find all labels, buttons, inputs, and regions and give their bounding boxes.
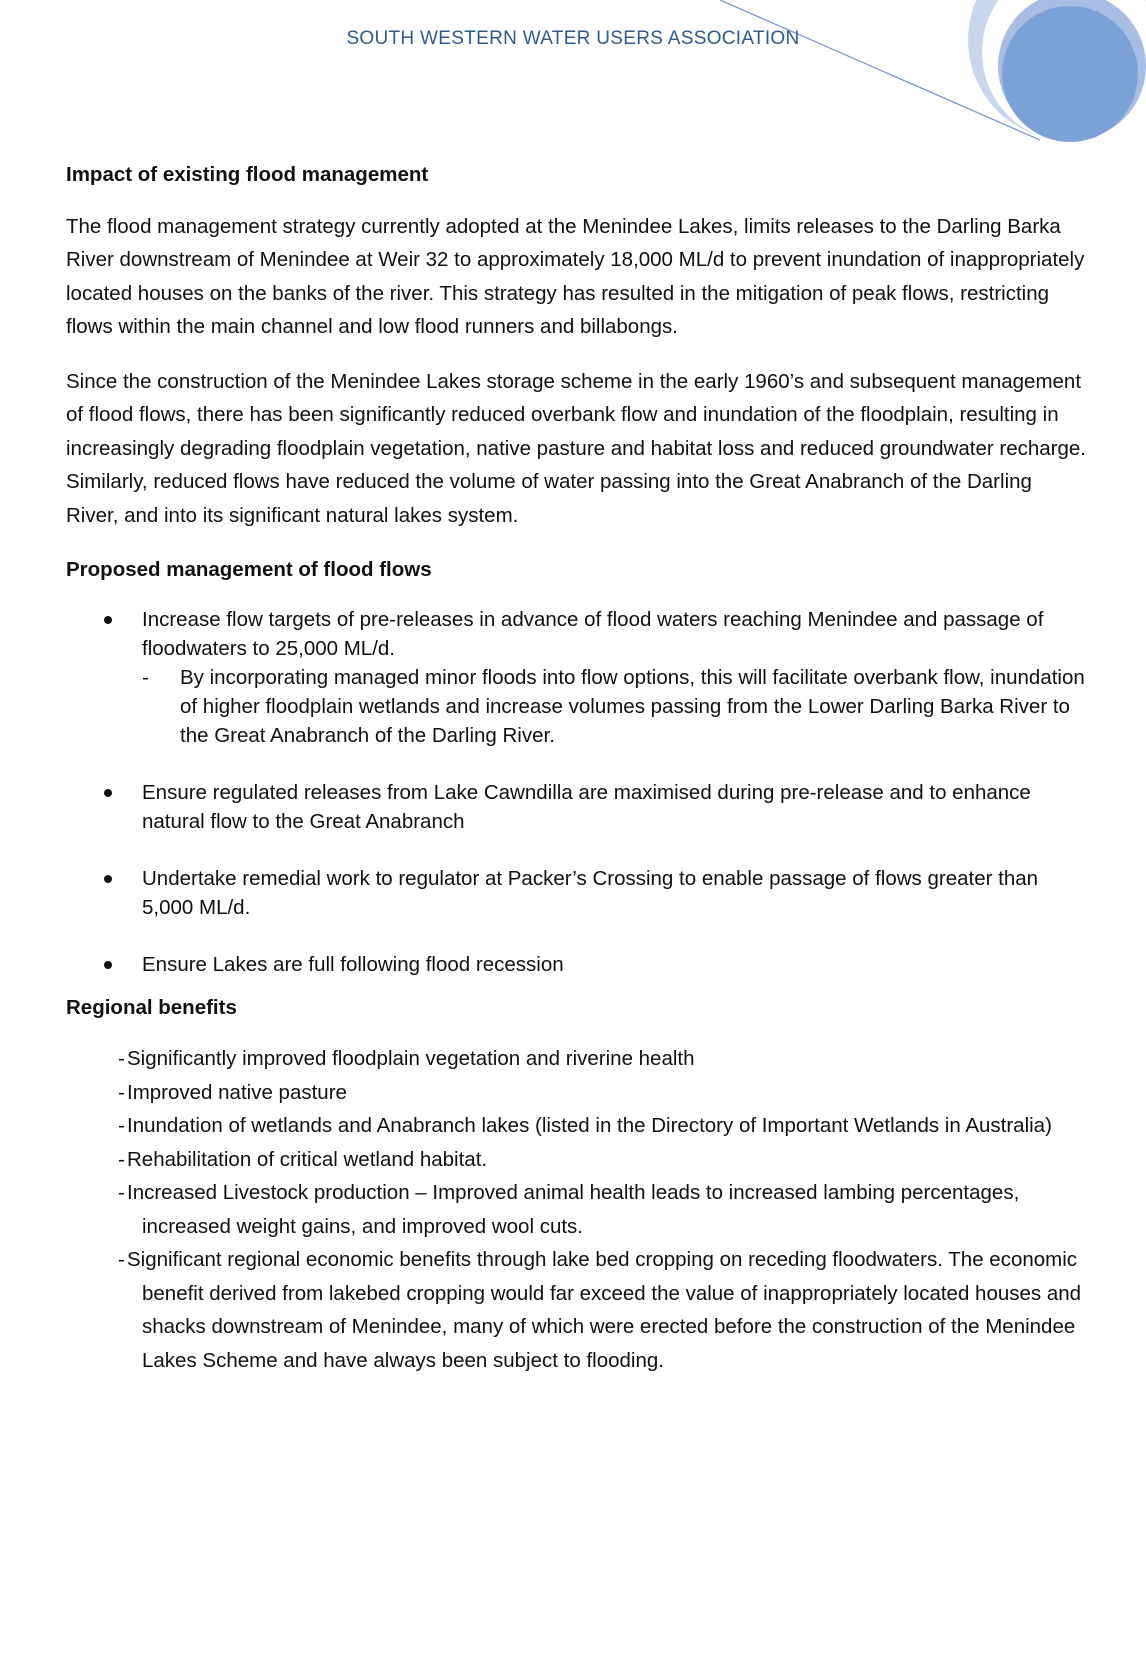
list-item-text: Rehabilitation of critical wetland habitat. — [127, 1147, 488, 1171]
benefits-list — [66, 1042, 1088, 1377]
header-disc — [1002, 6, 1138, 142]
list-item-text: Significant regional economic benefits through lake bed cropping on receding floodwaters. The economic benefit derived from lakebed cropping would far exceed the value of inappropriately located houses and shacks downstream of Menindee, many of which were erected before the construction of the Menindee Lakes Scheme and have always been subject to flooding. — [127, 1248, 1082, 1372]
list-item — [66, 950, 1088, 979]
section-heading-proposed: Proposed management of flood flows — [66, 558, 432, 581]
list-item-text: Ensure regulated releases from Lake Cawndilla are maximised during pre-release and to enhance natural flow to the Great Anabranch — [142, 780, 1031, 833]
list-item — [66, 1176, 1088, 1243]
document-body — [66, 158, 1088, 1377]
dash-icon: - — [142, 665, 149, 689]
dash-icon: - — [118, 1114, 125, 1137]
list-item — [66, 605, 1088, 750]
proposed-list — [66, 605, 1088, 979]
header-decoration — [0, 0, 1146, 160]
dash-icon: - — [118, 1248, 125, 1271]
list-item-text: Increase flow targets of pre-releases in advance of flood waters reaching Menindee and passage of floodwaters to 25,000 ML/d. — [142, 607, 1044, 660]
section-heading-impact: Impact of existing flood management — [66, 163, 429, 186]
bullet-icon — [104, 961, 112, 969]
section-heading-benefits: Regional benefits — [66, 995, 237, 1019]
paragraph: Since the construction of the Menindee Lakes storage scheme in the early 1960’s and subsequent management of flood flows, there has been significantly reduced overbank flow and inundation of the floodplain, resulting in increasingly degrading floodplain vegetation, native pasture and habitat loss and reduced groundwater recharge. Similarly, reduced flows have reduced the volume of water passing into the Great Anabranch of the Darling River, and into its significant natural lakes system. — [66, 369, 1086, 527]
list-item — [66, 778, 1088, 836]
header-title: SOUTH WESTERN WATER USERS ASSOCIATION — [346, 28, 800, 49]
dash-icon: - — [118, 1047, 125, 1070]
list-item-text: Significantly improved floodplain vegetation and riverine health — [127, 1047, 695, 1070]
list-item — [66, 1143, 1088, 1177]
list-item — [66, 864, 1088, 922]
sub-list-item-text: By incorporating managed minor floods into flow options, this will facilitate overbank flow, inundation of higher floodplain wetlands and increase volumes passing from the Lower Darling Barka River to the Great Anabranch of the Darling River. — [180, 665, 1085, 747]
dash-icon: - — [118, 1080, 125, 1104]
sub-list-item — [142, 663, 1088, 750]
list-item-text: Inundation of wetlands and Anabranch lakes (listed in the Directory of Important Wetlands in Australia) — [127, 1114, 1052, 1137]
bullet-icon — [104, 875, 112, 883]
bullet-icon — [104, 789, 112, 797]
dash-icon: - — [118, 1181, 125, 1204]
bullet-icon — [104, 616, 112, 624]
paragraph: The flood management strategy currently adopted at the Menindee Lakes, limits releases to the Darling Barka River downstream of Menindee at Weir 32 to approximately 18,000 ML/d to prevent inundation of inappropriately located houses on the banks of the river. This strategy has resulted in the mitigation of peak flows, restricting flows within the main channel and low flood runners and billabongs. — [66, 214, 1085, 338]
list-item — [66, 1109, 1088, 1143]
list-item-text: Ensure Lakes are full following flood recession — [142, 952, 564, 976]
list-item-text: Increased Livestock production – Improved animal health leads to increased lambing percentages, increased weight gains, and improved wool cuts. — [127, 1181, 1020, 1238]
list-item — [66, 1076, 1088, 1110]
list-item-text: Improved native pasture — [127, 1080, 347, 1104]
list-item — [66, 1243, 1088, 1377]
list-item-text: Undertake remedial work to regulator at Packer’s Crossing to enable passage of flows greater than 5,000 ML/d. — [142, 866, 1039, 919]
dash-icon: - — [118, 1147, 125, 1171]
list-item — [66, 1042, 1088, 1076]
